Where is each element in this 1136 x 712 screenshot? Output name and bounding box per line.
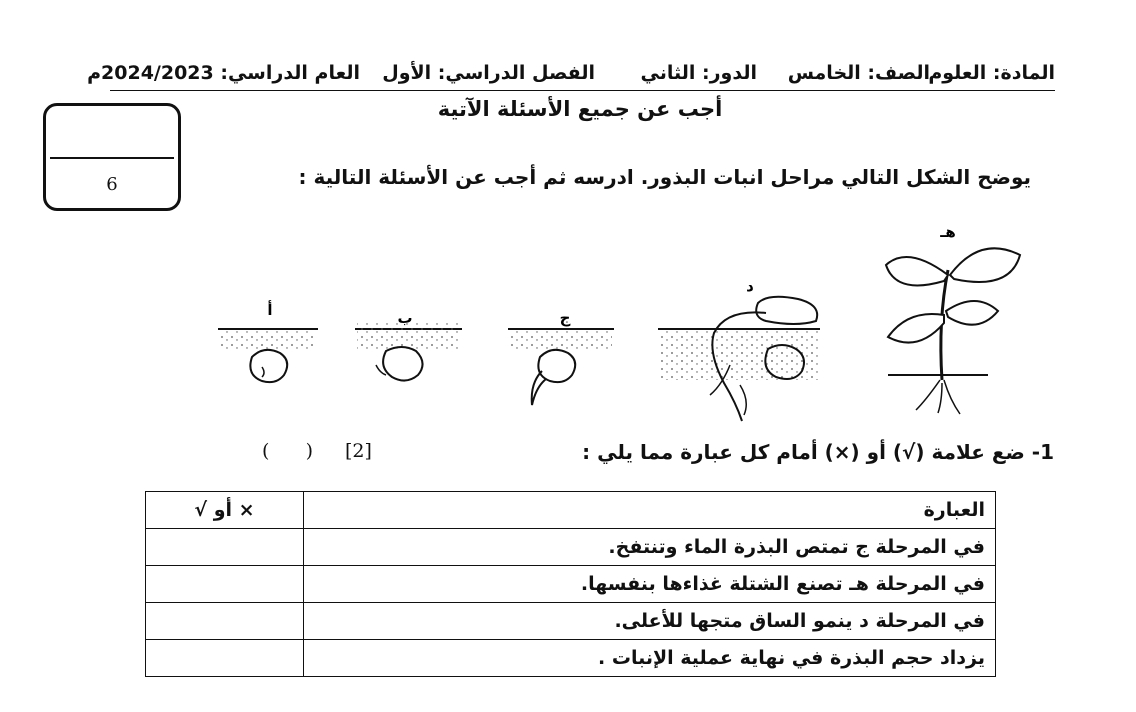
score-box <box>43 103 181 211</box>
stage-c-label: ج <box>559 309 571 327</box>
stage-b-drawing <box>355 323 462 381</box>
statement-cell: في المرحلة ج تمتص البذرة الماء وتنتفخ. <box>304 529 996 566</box>
intro-text: يوضح الشكل التالي مراحل انبات البذور. ادرسه ثم أجب عن الأسئلة التالية : <box>298 165 1031 189</box>
answer-cell[interactable] <box>146 529 304 566</box>
answer-cell[interactable] <box>146 640 304 677</box>
semester-label: الفصل الدراسي: الأول <box>382 62 595 84</box>
score-total: 6 <box>106 174 118 195</box>
stage-d-label: د <box>746 277 754 295</box>
page-title: أجب عن جميع الأسئلة الآتية <box>437 97 723 121</box>
subject-label: المادة: العلوم <box>928 62 1055 84</box>
round-label: الدور: الثاني <box>640 62 757 84</box>
stage-a-label: أ <box>267 301 273 319</box>
question-1-text: 1- ضع علامة (√) أو (×) أمام كل عبارة مما يلي : <box>582 440 1054 464</box>
table-row <box>146 640 996 677</box>
exam-header <box>87 60 1055 91</box>
score-divider <box>50 157 174 159</box>
answer-cell[interactable] <box>146 603 304 640</box>
stage-e-drawing <box>886 248 1020 414</box>
statements-table <box>145 491 996 677</box>
year-label: العام الدراسي: 2024/2023م <box>87 62 360 84</box>
statement-cell: في المرحلة هـ تصنع الشتلة غذاءها بنفسها. <box>304 566 996 603</box>
stage-b-label: ب <box>397 309 413 327</box>
stage-d-drawing <box>658 297 820 421</box>
germination-stages-figure <box>200 215 1060 425</box>
stage-e-label: هـ <box>940 223 956 241</box>
table-row <box>146 566 996 603</box>
statement-cell: في المرحلة د ينمو الساق متجها للأعلى. <box>304 603 996 640</box>
answer-cell[interactable] <box>146 566 304 603</box>
question-1-marks: [2] <box>345 440 372 462</box>
grade-label: الصف: الخامس <box>787 62 930 84</box>
answer-column-header: √ أو × <box>146 492 304 529</box>
question-1-answer-slot: ( ) <box>262 440 314 462</box>
table-header-row <box>146 492 996 529</box>
statement-cell: يزداد حجم البذرة في نهاية عملية الإنبات . <box>304 640 996 677</box>
stage-a-drawing <box>218 329 318 382</box>
statement-column-header: العبارة <box>304 492 996 529</box>
stage-c-drawing <box>508 329 614 405</box>
table-row <box>146 603 996 640</box>
table-row <box>146 529 996 566</box>
